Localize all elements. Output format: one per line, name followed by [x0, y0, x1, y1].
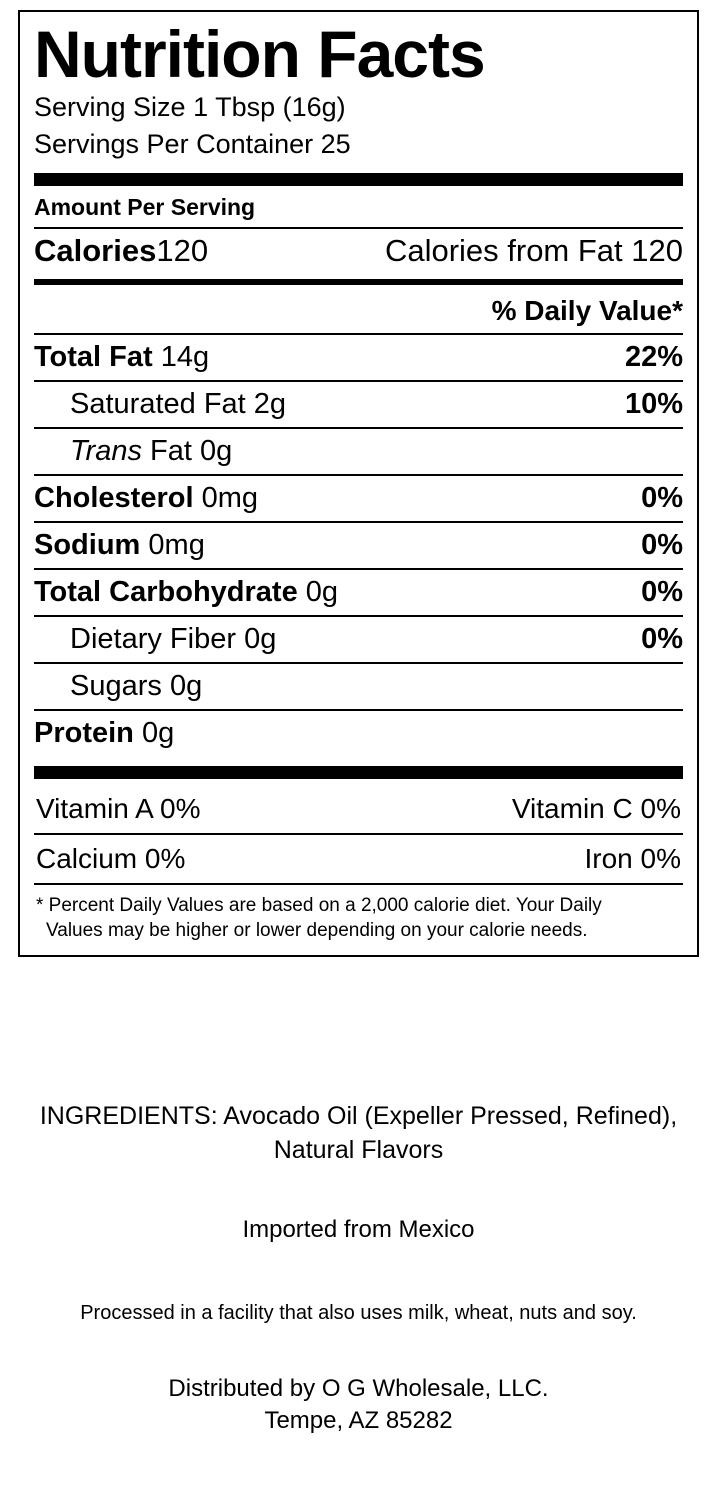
- nutrient-amount: 0g: [169, 670, 203, 703]
- nutrient-name: Dietary Fiber: [70, 623, 236, 656]
- imported-from-text: Imported from Mexico: [242, 1215, 475, 1243]
- calories-row: [34, 229, 683, 275]
- nutrient-left: [70, 388, 286, 421]
- nutrient-dv: 22%: [624, 341, 683, 374]
- nutrient-name: Sodium: [34, 529, 141, 562]
- nutrient-name: Total Fat: [34, 341, 153, 374]
- nutrient-amount: 0g: [244, 623, 277, 656]
- nutrient-left: [70, 623, 276, 656]
- nutrient-left: [34, 717, 174, 750]
- divider-med-1: [34, 279, 683, 285]
- calories-label: Calories: [34, 233, 157, 269]
- amount-per-serving-label: Amount Per Serving: [34, 194, 256, 221]
- nutrient-row-protein: [34, 711, 683, 756]
- nutrient-left: [34, 482, 258, 515]
- nutrient-left: [34, 576, 338, 609]
- nutrient-amount: 0g: [141, 717, 175, 750]
- nutrient-amount: 14g: [160, 341, 210, 374]
- servings-per-container: Servings Per Container 25: [34, 128, 351, 159]
- iron-value: Iron 0%: [584, 843, 681, 875]
- nutrient-name: Trans: [70, 435, 142, 468]
- nutrient-amount: 0g: [305, 576, 339, 609]
- nutrient-name: Sugars: [70, 670, 162, 703]
- distributor-address: Tempe, AZ 85282: [264, 1406, 453, 1434]
- calcium-value: Calcium 0%: [36, 843, 186, 875]
- vitamin-a-value: Vitamin A 0%: [36, 793, 201, 825]
- label-supplemental-text: [18, 1100, 699, 1437]
- nutrient-dv: 0%: [641, 482, 683, 515]
- page-title: Nutrition Facts: [34, 17, 485, 91]
- divider-thick-top: [34, 173, 683, 186]
- allergen-statement: Processed in a facility that also uses milk, wheat, nuts and soy.: [80, 1301, 637, 1324]
- calories-value: 120: [156, 233, 209, 269]
- ingredients-text: INGREDIENTS: Avocado Oil (Expeller Pressed, Refined), Natural Flavors: [39, 1102, 678, 1164]
- serving-size: Serving Size 1 Tbsp (16g): [34, 91, 346, 122]
- nutrient-row-cholesterol: [34, 476, 683, 521]
- nutrient-amount: 0mg: [148, 529, 205, 562]
- nutrient-name: Saturated Fat: [70, 388, 246, 421]
- nutrient-name: Cholesterol: [34, 482, 194, 515]
- nutrient-left: [34, 529, 205, 562]
- footnote-line-1: * Percent Daily Values are based on a 2,000 calorie diet. Your Daily: [36, 895, 602, 917]
- nutrient-dv: 10%: [624, 388, 683, 421]
- nutrient-name: Total Carbohydrate: [34, 576, 298, 609]
- nutrient-name: Protein: [34, 717, 134, 750]
- nutrient-row-sugars: [34, 664, 683, 709]
- nutrient-row-trans-fat: [34, 429, 683, 474]
- nutrient-amount: 0mg: [201, 482, 259, 515]
- nutrient-amount: 2g: [253, 388, 287, 421]
- calories-left: [34, 233, 208, 269]
- daily-value-header: % Daily Value*: [491, 295, 683, 327]
- footnote-line-2: Values may be higher or lower depending on your calorie needs.: [46, 920, 588, 942]
- nutrient-left: [34, 341, 209, 374]
- distributor-name: Distributed by O G Wholesale, LLC.: [168, 1374, 549, 1402]
- nutrient-dv: 0%: [641, 623, 683, 656]
- nutrient-row-total-carbohydrate: [34, 570, 683, 615]
- distributor-info: [18, 1373, 699, 1438]
- nutrient-row-dietary-fiber: [34, 617, 683, 662]
- nutrient-row-sodium: [34, 523, 683, 568]
- nutrient-row-total-fat: [34, 335, 683, 380]
- calories-from-fat: Calories from Fat 120: [384, 233, 683, 269]
- nutrient-left: [70, 670, 202, 703]
- nutrient-dv: 0%: [641, 576, 683, 609]
- vitamin-row-1: [34, 785, 683, 833]
- nutrition-facts-panel: [18, 10, 699, 957]
- vitamin-row-2: [34, 835, 683, 883]
- nutrient-left: [70, 435, 232, 468]
- divider-thick-bottom: [34, 766, 683, 779]
- daily-value-footnote: [34, 885, 683, 945]
- nutrient-amount: Fat 0g: [150, 435, 233, 468]
- nutrient-dv: 0%: [641, 529, 683, 562]
- vitamin-c-value: Vitamin C 0%: [511, 793, 681, 825]
- nutrient-row-saturated-fat: [34, 382, 683, 427]
